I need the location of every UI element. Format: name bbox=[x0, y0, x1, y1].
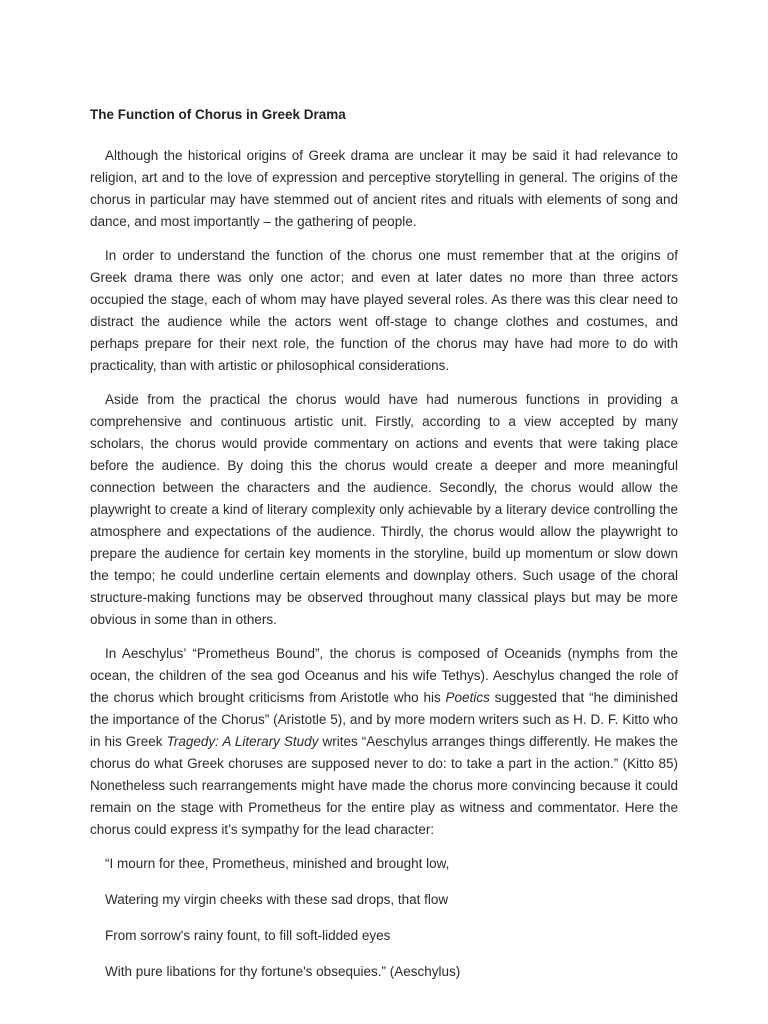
kitto-book-title: Tragedy: A Literary Study bbox=[166, 734, 319, 749]
verse-line: With pure libations for thy fortune's obsequies.” (Aeschylus) bbox=[105, 964, 461, 979]
poetics-title: Poetics bbox=[445, 690, 490, 705]
paragraph-function: In order to understand the function of the chorus one must remember that at the origins of Greek drama there was only one actor; and even at later dates no more than three actors occupied the stage, each of whom may have played several roles. As there was this clear need to distract the audience while the actors went off-stage to change clothes and costumes, and perhaps prepare for their next role, the function of the chorus may have had more to do with practicality, than with artistic or philosophical considerations. bbox=[90, 248, 678, 373]
paragraph-aeschylus bbox=[90, 643, 678, 841]
paragraph-practical: Aside from the practical the chorus would have had numerous functions in providing a comprehensive and continuous artistic unit. Firstly, according to a view accepted by many scholars, the chorus would provide commentary on actions and events that were taking place before the audience. By doing this the chorus would create a deeper and more meaningful connection between the characters and the audience. Secondly, the chorus would allow the playwright to create a kind of literary complexity only achievable by a literary device controlling the atmosphere and expectations of the audience. Thirdly, the chorus would allow the playwright to prepare the audience for certain key moments in the storyline, build up momentum or slow down the tempo; he could underline certain elements and downplay others. Such usage of the choral structure-making functions may be observed throughout many classical plays but may be more obvious in some than in others. bbox=[90, 392, 678, 627]
verse-line: Watering my virgin cheeks with these sad drops, that flow bbox=[105, 892, 449, 907]
verse-line: From sorrow's rainy fount, to fill soft-lidded eyes bbox=[105, 928, 391, 943]
verse-line: “I mourn for thee, Prometheus, minished and brought low, bbox=[105, 856, 450, 871]
paragraph-aeschylus-part-2: suggested that “he diminished the importance of the Chorus” (Aristotle 5), and by more modern writers such as H. D. F. Kitto who in his Greek bbox=[90, 690, 678, 749]
document-page bbox=[90, 105, 678, 997]
paragraph-aeschylus-part-3: writes “Aeschylus arranges things differently. He makes the chorus do what Greek choruses are supposed never to do: to take a part in the action.” (Kitto 85) Nonetheless such rearrangements might have made the chorus more convincing because it could remain on the stage with Prometheus for the entire play as witness and commentator. Here the chorus could express it’s sympathy for the lead character: bbox=[90, 734, 678, 837]
paragraph-origins: Although the historical origins of Greek drama are unclear it may be said it had relevance to religion, art and to the love of expression and perceptive storytelling in general. The origins of the chorus in particular may have stemmed out of ancient rites and rituals with elements of song and dance, and most importantly – the gathering of people. bbox=[90, 148, 678, 229]
document-title: The Function of Chorus in Greek Drama bbox=[90, 107, 346, 122]
paragraph-aeschylus-part-1: In Aeschylus’ “Prometheus Bound”, the chorus is composed of Oceanids (nymphs from the ocean, the children of the sea god Oceanus and his wife Tethys). Aeschylus changed the role of the chorus which brought criticisms from Aristotle who his bbox=[90, 646, 678, 705]
